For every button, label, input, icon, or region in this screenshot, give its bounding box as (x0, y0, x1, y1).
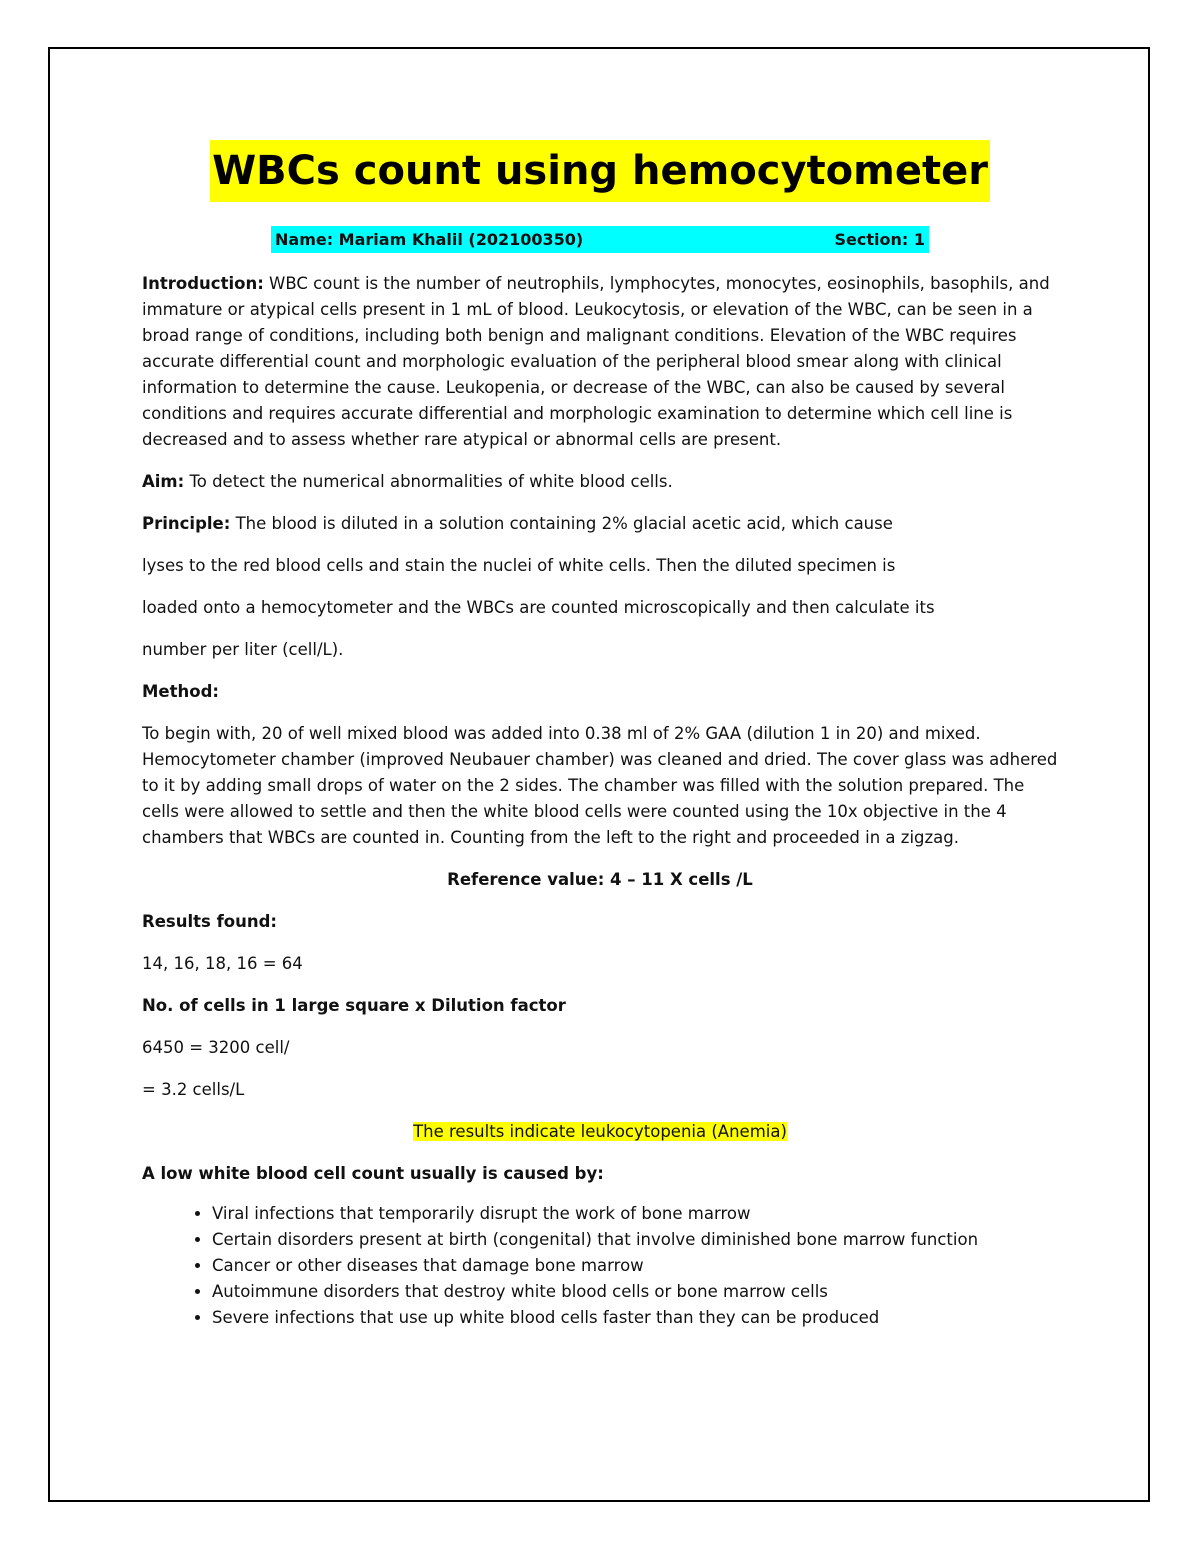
aim-paragraph (142, 469, 1058, 495)
calculation-2: = 3.2 cells/L (142, 1080, 245, 1099)
causes-list (142, 1201, 1058, 1331)
principle-label: Principle: (142, 514, 231, 533)
title-wrap (142, 140, 1058, 202)
principle-line-1 (142, 511, 1058, 537)
section-label: Section: 1 (834, 229, 925, 249)
list-item: • Certain disorders present at birth (congenital) that involve diminished bone marrow function (212, 1227, 1058, 1253)
list-item: • Severe infections that use up white blood cells faster than they can be produced (212, 1305, 1058, 1331)
calculation-1: 6450 = 3200 cell/ (142, 1038, 290, 1057)
results-label: Results found: (142, 912, 277, 931)
principle-text-1: The blood is diluted in a solution containing 2% glacial acetic acid, which cause (230, 514, 893, 533)
list-item: • Viral infections that temporarily disrupt the work of bone marrow (212, 1201, 1058, 1227)
principle-line-3: loaded onto a hemocytometer and the WBCs are counted microscopically and then calculate its (142, 598, 935, 617)
aim-label: Aim: (142, 472, 185, 491)
formula-heading (142, 993, 1058, 1019)
causes-heading (142, 1161, 1058, 1187)
list-item: • Autoimmune disorders that destroy white blood cells or bone marrow cells (212, 1279, 1058, 1305)
introduction-paragraph (142, 271, 1058, 453)
conclusion-text: The results indicate leukocytopenia (Anemia) (413, 1122, 787, 1141)
conclusion-line (142, 1119, 1058, 1145)
introduction-label: Introduction: (142, 274, 264, 293)
method-label: Method: (142, 682, 219, 701)
reference-value-text: Reference value: 4 – 11 X cells /L (447, 870, 753, 889)
method-paragraph: To begin with, 20 of well mixed blood was added into 0.38 ml of 2% GAA (dilution 1 in 20) and mixed. Hemocytometer chamber (improved Neubauer chamber) was cleaned and dried. The cover glass was adhered to it by adding small drops of water on the 2 sides. The chamber was filled with the solution prepared. The cells were allowed to settle and then the white blood cells were counted using the 10x objective in the 4 chambers that WBCs are counted in. Counting from the left to the right and proceeded in a zigzag. (142, 724, 1058, 847)
causes-heading-text: A low white blood cell count usually is caused by: (142, 1164, 604, 1183)
results-heading (142, 909, 1058, 935)
list-item: • Cancer or other diseases that damage bone marrow (212, 1253, 1058, 1279)
student-name: Name: Mariam Khalil (202100350) (275, 229, 584, 249)
reference-value (142, 867, 1058, 893)
aim-text: To detect the numerical abnormalities of white blood cells. (184, 472, 673, 491)
document-title: WBCs count using hemocytometer (210, 140, 990, 202)
name-section-bar (271, 226, 929, 253)
introduction-text: WBC count is the number of neutrophils, lymphocytes, monocytes, eosinophils, basophils, and immature or atypical cells present in 1 mL of blood. Leukocytosis, or elevation of the WBC, can be seen in a broad range of conditions, including both benign and malignant conditions. Elevation of the WBC requires accurate differential count and morphologic evaluation of the peripheral blood smear along with clinical information to determine the cause. Leukopenia, or decrease of the WBC, can also be caused by several conditions and requires accurate differential and morphologic examination to determine which cell line is decreased and to assess whether rare atypical or abnormal cells are present. (142, 274, 1050, 449)
document-body (142, 140, 1058, 1331)
principle-line-2: lyses to the red blood cells and stain the nuclei of white cells. Then the diluted specimen is (142, 556, 896, 575)
method-heading (142, 679, 1058, 705)
formula-label: No. of cells in 1 large square x Dilution factor (142, 996, 566, 1015)
principle-line-4: number per liter (cell/L). (142, 640, 344, 659)
results-counts: 14, 16, 18, 16 = 64 (142, 954, 303, 973)
